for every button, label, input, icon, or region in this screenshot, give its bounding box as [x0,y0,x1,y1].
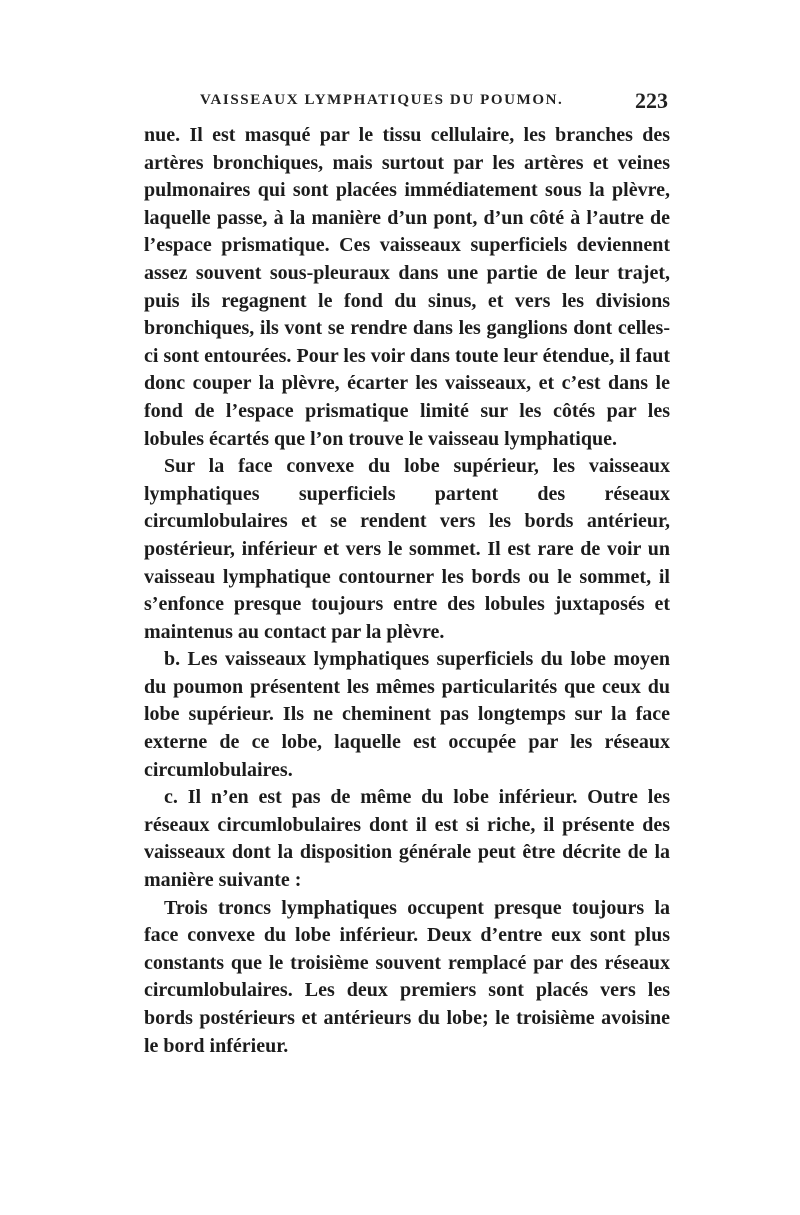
running-title: VAISSEAUX LYMPHATIQUES DU POUMON. [200,92,564,108]
page-header [144,88,670,114]
paragraph-continuation: nue. Il est masqué par le tissu cellulaire, les branches des artères bronchiques, mais surtout par les artères et veines pulmonaires qui sont placées immédiatement sous la plèvre, laquelle passe, à la manière d’un pont, d’un côté à l’autre de l’espace prismatique. Ces vaisseaux superficiels deviennent assez souvent sous-pleuraux dans une partie de leur trajet, puis ils regagnent le fond du sinus, et vers les divisions bronchiques, ils vont se rendre dans les ganglions dont celles-ci sont entourées. Pour les voir dans toute leur étendue, il faut donc couper la plèvre, écarter les vaisseaux, et c’est dans le fond de l’espace prismatique limité sur les côtés par les lobules écartés que l’on trouve le vaisseau lymphatique. [144,124,670,450]
body-text [144,122,670,1060]
paragraph-convex-face: Sur la face convexe du lobe supérieur, les vaisseaux lymphatiques superficiels partent des réseaux circumlobulaires et se rendent vers les bords antérieur, postérieur, inférieur et vers le sommet. Il est rare de voir un vaisseau lymphatique contourner les bords ou le sommet, il s’enfonce presque toujours entre des lobules juxtaposés et maintenus au contact par la plèvre. [144,455,670,643]
page-number: 223 [635,88,668,113]
paragraph-middle-lobe: b. Les vaisseaux lymphatiques superficiels du lobe moyen du poumon présentent les mêmes particularités que ceux du lobe supérieur. Ils ne cheminent pas longtemps sur la face externe de ce lobe, laquelle est occupée par les réseaux circumlobulaires. [144,648,670,781]
paragraph-lower-lobe: c. Il n’en est pas de même du lobe inférieur. Outre les réseaux circumlobulaires dont il est si riche, il présente des vaisseaux dont la disposition générale peut être décrite de la manière suivante : [144,786,670,892]
paragraph-three-trunks: Trois troncs lymphatiques occupent presque toujours la face convexe du lobe inférieur. Deux d’entre eux sont plus constants que le troisième souvent remplacé par des réseaux circumlobulaires. Les deux premiers sont placés vers les bords postérieurs et antérieurs du lobe; le troisième avoisine le bord inférieur. [144,896,670,1057]
book-page [144,88,670,1060]
